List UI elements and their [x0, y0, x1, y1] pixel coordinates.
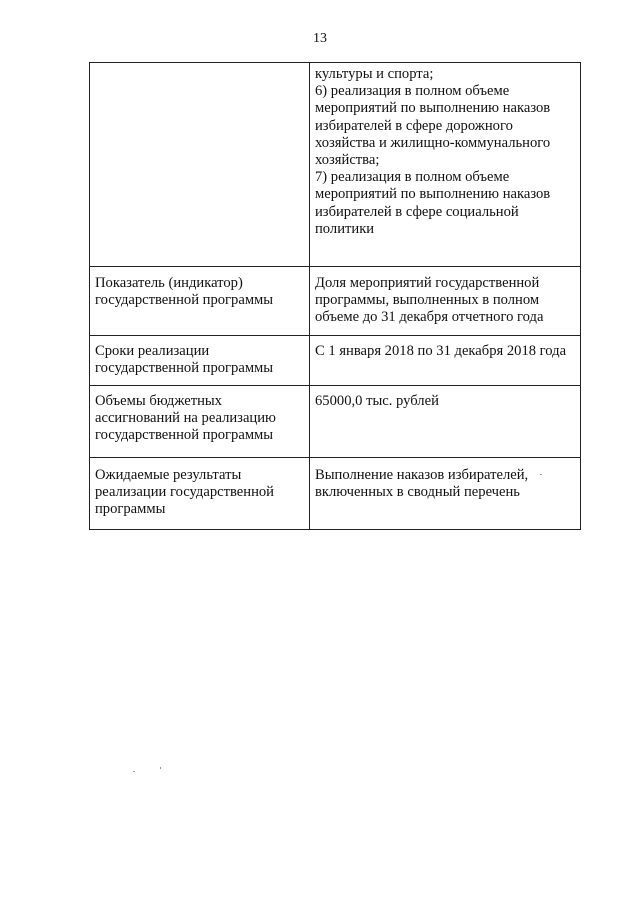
continuation-line: 6) реализация в полном объеме: [315, 83, 510, 100]
scan-speck: [160, 767, 161, 769]
row-label: Ожидаемые результаты реализации государственной программы: [90, 458, 310, 530]
table-row-continuation: [90, 63, 581, 267]
page-number: 13: [313, 31, 327, 46]
continuation-value-cell: [310, 63, 581, 267]
scan-speck: [133, 771, 135, 772]
continuation-line: хозяйства;: [315, 152, 380, 169]
table-row-indicator: [90, 267, 581, 336]
table-row-timeframe: [90, 336, 581, 386]
continuation-line: мероприятий по выполнению наказов: [315, 186, 551, 203]
row-label: Сроки реализации государственной программы: [90, 336, 310, 386]
continuation-line: мероприятий по выполнению наказов: [315, 100, 551, 117]
continuation-line: избирателей в сфере дорожного: [315, 117, 513, 134]
row-value: Выполнение наказов избирателей, включенных в сводный перечень: [310, 458, 581, 530]
row-value: С 1 января 2018 по 31 декабря 2018 года: [310, 336, 581, 386]
continuation-label-cell: [90, 63, 310, 267]
continuation-line: культуры и спорта;: [315, 66, 434, 82]
scan-speck: [540, 474, 542, 475]
continuation-line: политики: [315, 220, 375, 237]
continuation-line: 7) реализация в полном объеме: [315, 169, 510, 186]
row-value: 65000,0 тыс. рублей: [310, 386, 581, 458]
continuation-line: хозяйства и жилищно-коммунального: [315, 134, 551, 151]
row-label: Показатель (индикатор) государственной программы: [90, 267, 310, 336]
table-row-expected-results: [90, 458, 581, 530]
table-row-budget: [90, 386, 581, 458]
program-passport-table: [89, 62, 581, 530]
row-label: Объемы бюджетных ассигнований на реализацию государственной программы: [90, 386, 310, 458]
continuation-line: избирателей в сфере социальной: [315, 203, 519, 220]
row-value: Доля мероприятий государственной программы, выполненных в полном объеме до 31 декабря отчетного года: [310, 267, 581, 336]
